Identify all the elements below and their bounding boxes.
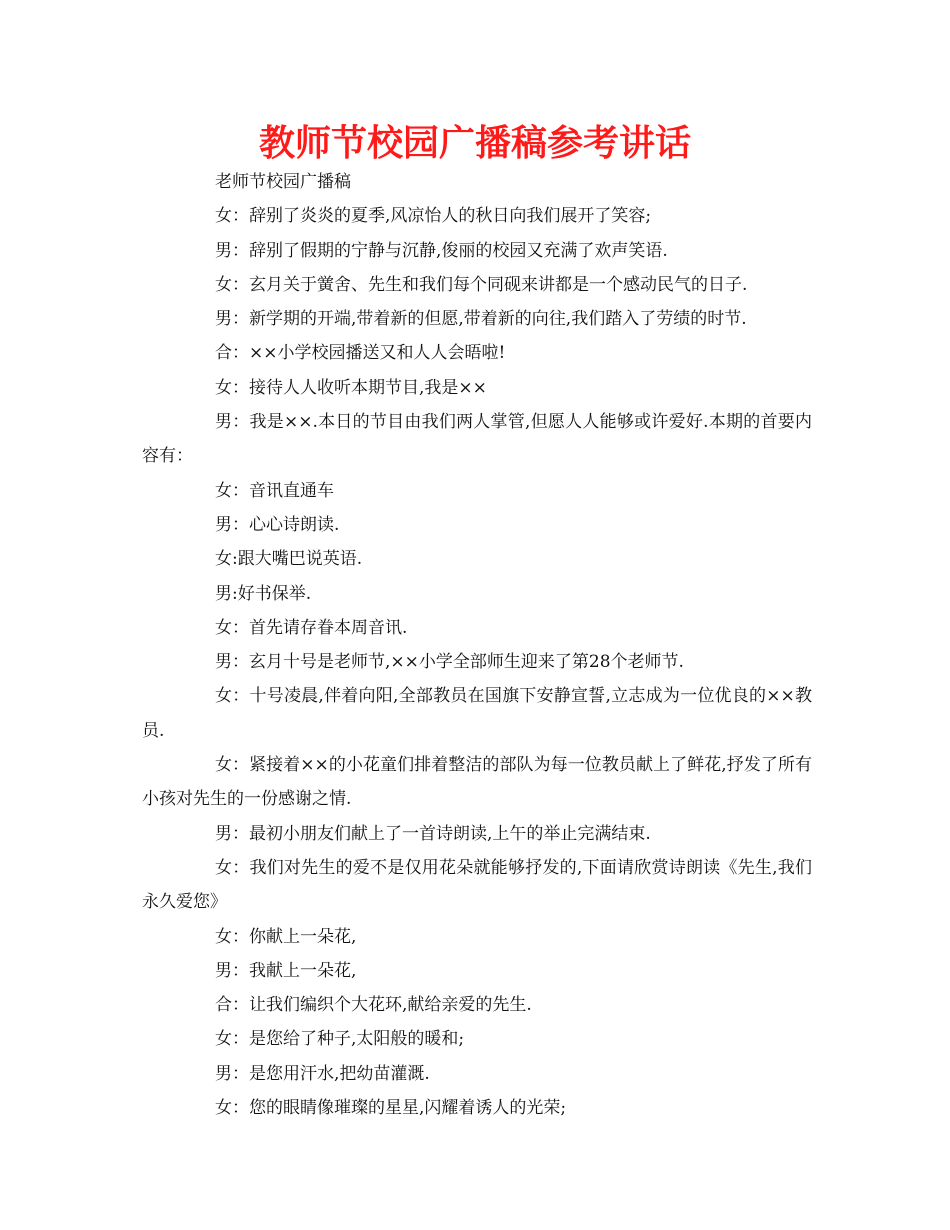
paragraph: 女：玄月关于黉舍、先生和我们每个同砚来讲都是一个感动民气的日子. [215,274,748,295]
paragraph: 女：十号凌晨,伴着向阳,全部教员在国旗下安静宣誓,立志成为一位优良的××教员. [142,686,812,741]
paragraph: 女：音讯直通车 [215,480,334,501]
paragraph: 男：心心诗朗读. [215,514,340,535]
paragraph: 男：辞别了假期的宁静与沉静,俊丽的校园又充满了欢声笑语. [215,240,668,261]
paragraph: 男：最初小朋友们献上了一首诗朗读,上午的举止完满结束. [215,823,651,844]
paragraph: 合：××小学校园播送又和人人会晤啦! [215,343,506,364]
paragraph: 男：我是××.本日的节目由我们两人掌管,但愿人人能够或许爱好.本期的首要内容有： [142,412,812,467]
paragraph: 女:跟大嘴巴说英语. [215,549,363,570]
paragraph: 女：辞别了炎炎的夏季,风凉怡人的秋日向我们展开了笑容; [215,206,652,227]
paragraph: 男：是您用汗水,把幼苗灌溉. [215,1063,430,1084]
paragraph: 女：紧接着××的小花童们排着整洁的部队为每一位教员献上了鲜花,抒发了所有小孩对先生的一份感谢之情. [142,755,812,810]
paragraph: 男：新学期的开端,带着新的但愿,带着新的向往,我们踏入了劳绩的时节. [215,309,747,330]
paragraph: 老师节校园广播稿 [215,172,351,192]
paragraph: 男:好书保举. [215,583,312,604]
paragraph: 女：我们对先生的爱不是仅用花朵就能够抒发的,下面请欣赏诗朗读《先生,我们永久爱您》 [142,857,812,913]
paragraph: 女：接待人人收听本期节目,我是×× [215,377,487,398]
paragraph: 男：玄月十号是老师节,××小学全部师生迎来了第28个老师节. [215,652,684,673]
paragraph: 女：您的眼睛像璀璨的星星,闪耀着诱人的光荣; [215,1098,567,1119]
paragraph: 女：是您给了种子,太阳般的暖和; [215,1029,465,1050]
paragraph: 男：我献上一朵花, [215,960,357,981]
paragraph: 女：你献上一朵花, [215,926,357,947]
document-body [142,165,812,1125]
paragraph: 合：让我们编织个大花环,献给亲爱的先生. [215,995,532,1016]
paragraph: 女：首先请存眷本周音讯. [215,617,408,638]
document-title: 教师节校园广播稿参考讲话 [258,123,691,164]
